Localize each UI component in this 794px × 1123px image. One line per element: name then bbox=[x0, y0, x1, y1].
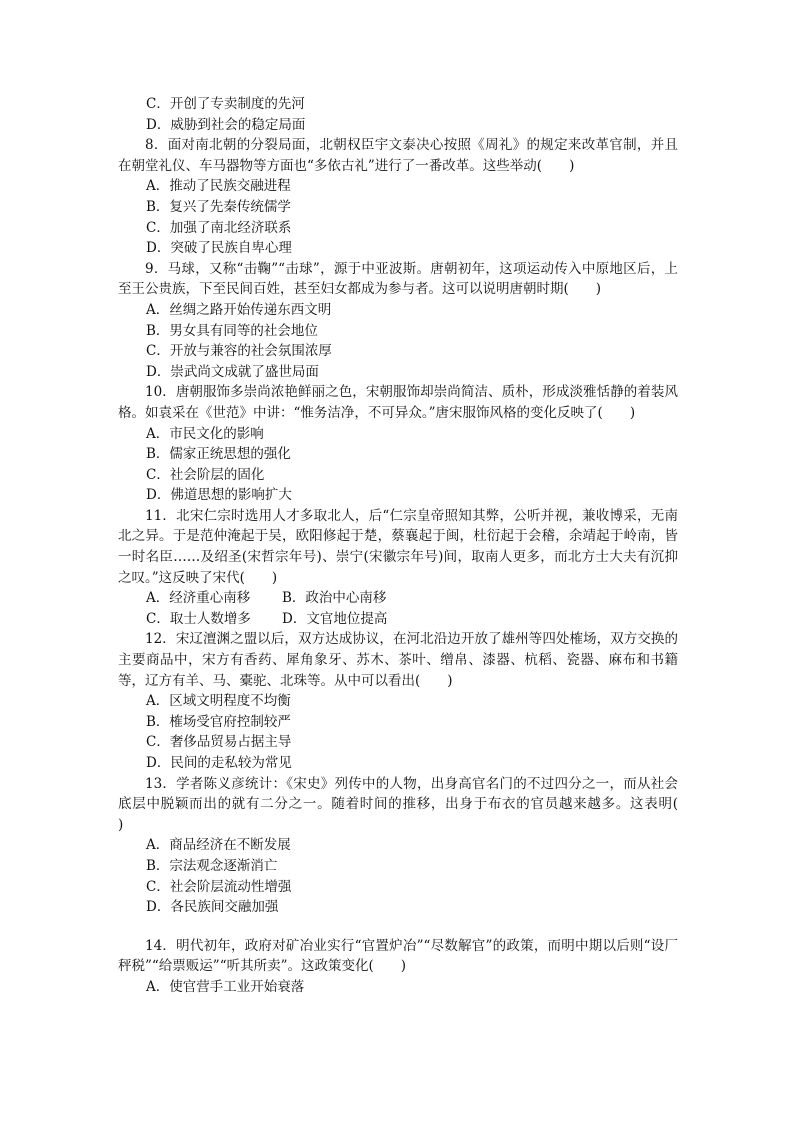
q9-option-a: A．丝绸之路开始传递东西文明 bbox=[146, 301, 332, 318]
q11-options-row-2 bbox=[118, 609, 678, 630]
q9-option-c: C．开放与兼容的社会氛围浓厚 bbox=[146, 343, 332, 360]
q10-option-a: A．市民文化的影响 bbox=[146, 425, 264, 442]
q8-option-c: C．加强了南北经济联系 bbox=[146, 219, 292, 236]
question-list bbox=[118, 94, 705, 998]
q10-stem: 10．唐朝服饰多崇尚浓艳鲜丽之色，宋朝服饰却崇尚简洁、质朴，形成淡雅恬静的着装风格。如袁采在《世范》中讲：“惟务洁净，不可异众。”唐宋服饰风格的变化反映了( ) bbox=[118, 384, 678, 421]
q13-option-d: D．各民族间交融加强 bbox=[146, 899, 279, 916]
q7-option-d: D．威胁到社会的稳定局面 bbox=[146, 116, 306, 133]
q13-option-a: A．商品经济在不断发展 bbox=[146, 837, 291, 854]
q8-option-d: D．突破了民族自卑心理 bbox=[146, 240, 292, 257]
q14-option-a: A．使官营手工业开始衰落 bbox=[146, 978, 305, 995]
q12-option-b: B．榷场受官府控制较严 bbox=[146, 713, 291, 730]
q10-option-d: D．佛道思想的影响扩大 bbox=[146, 487, 292, 504]
q12-option-a: A．区域文明程度不均衡 bbox=[146, 693, 291, 710]
q14-stem: 14．明代初年，政府对矿冶业实行“官置炉冶”“尽数解官”的政策，而明中期以后则“设厂秤税”“给票贩运”“听其所卖”。这政策变化( ) bbox=[118, 937, 678, 975]
q8-stem: 8．面对南北朝的分裂局面，北朝权臣宇文泰决心按照《周礼》的规定来改革官制，并且在朝堂礼仪、车马器物等方面也“多依古礼”进行了一番改革。这些举动( ) bbox=[118, 137, 678, 174]
q11-option-d: D．文官地位提高 bbox=[282, 610, 388, 627]
q11-stem: 11．北宋仁宗时选用人才多取北人，后“仁宗皇帝照知其弊，公听并视，兼收博采，无南北之异。于是范仲淹起于吴，欧阳修起于楚，蔡襄起于闽，杜衍起于会稽，余靖起于岭南，皆一时名臣……及绍圣(宋哲宗年号)、崇宁(宋徽宗年号)间，取南人更多，而北方士大夫有沉抑之叹。”这反映了宋代( ) bbox=[118, 507, 678, 586]
q9-option-d: D．崇武尚文成就了盛世局面 bbox=[146, 363, 319, 380]
q10-option-b: B．儒家正统思想的强化 bbox=[146, 446, 291, 463]
q13-stem: 13．学者陈义彦统计：《宋史》列传中的人物，出身高官名门的不过四分之一，而从社会底层中脱颖而出的就有二分之一。随着时间的推移，出身于布衣的官员越来越多。这表明( ) bbox=[118, 775, 705, 833]
q8-option-b: B．复兴了先秦传统儒学 bbox=[146, 198, 291, 215]
q10-option-c: C．社会阶层的固化 bbox=[146, 466, 265, 483]
q12-stem: 12．宋辽澶渊之盟以后，双方达成协议，在河北沿边开放了雄州等四处榷场，双方交换的主要商品中，宋方有香药、犀角象牙、苏木、茶叶、缯帛、漆器、杭稻、瓷器、麻布和书籍等，辽方有羊、马、橐驼、北珠等。从中可以看出( ) bbox=[118, 631, 678, 689]
q9-stem: 9．马球，又称“击鞠”“击球”，源于中亚波斯。唐朝初年，这项运动传入中原地区后，上至王公贵族，下至民间百姓，甚至妇女都成为参与者。这可以说明唐朝时期( ) bbox=[118, 260, 678, 298]
q8-option-a: A．推动了民族交融进程 bbox=[146, 178, 291, 195]
q9-option-b: B．男女具有同等的社会地位 bbox=[146, 322, 318, 339]
q12-option-c: C．奢侈品贸易占据主导 bbox=[146, 734, 292, 751]
q12-option-d: D．民间的走私较为常见 bbox=[146, 755, 292, 771]
q11-option-b: B．政治中心南移 bbox=[282, 590, 387, 607]
q11-options-row-1 bbox=[118, 588, 678, 609]
section-gap bbox=[118, 918, 678, 936]
q13-option-c: C．社会阶层流动性增强 bbox=[146, 878, 292, 895]
q13-option-b: B．宗法观念逐渐消亡 bbox=[146, 857, 278, 874]
q11-option-a: A．经济重心南移 bbox=[146, 590, 251, 607]
q11-option-c: C．取士人数增多 bbox=[146, 610, 251, 627]
q7-option-c: C．开创了专卖制度的先河 bbox=[146, 96, 305, 112]
